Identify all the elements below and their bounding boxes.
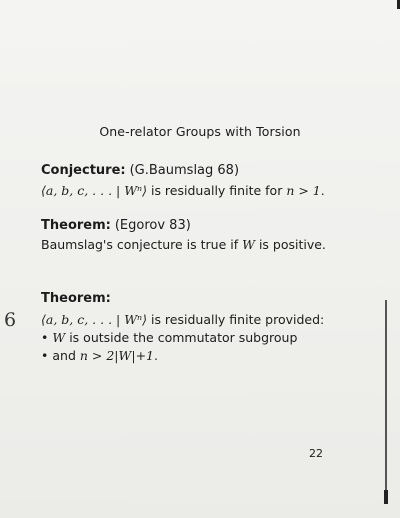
- theorem1-citation: (Egorov 83): [114, 218, 191, 233]
- theorem2-heading: [41, 291, 111, 306]
- handwritten-margin-mark: 6: [4, 309, 17, 331]
- conjecture-label: Conjecture:: [41, 163, 126, 178]
- theorem2-bullet2-math: n > 2|W|+1.: [79, 348, 158, 363]
- theorem2-bullet-2: [41, 348, 158, 363]
- page-number: 22: [309, 447, 323, 460]
- theorem1-label: Theorem:: [41, 218, 111, 233]
- theorem1-text-post: is positive.: [254, 237, 326, 252]
- theorem1-statement: [41, 237, 326, 252]
- conjecture-statement: [41, 183, 325, 198]
- theorem2-presentation: ⟨a, b, c, . . . | Wⁿ⟩: [41, 312, 147, 327]
- conjecture-condition: n > 1.: [286, 183, 325, 198]
- conjecture-citation: (G.Baumslag 68): [129, 163, 240, 178]
- theorem2-bullet1-math: W: [52, 330, 66, 345]
- theorem1-text-pre: Baumslag's conjecture is true if: [41, 237, 243, 252]
- theorem2-bullet2-text: and: [52, 348, 80, 363]
- slide-title: One-relator Groups with Torsion: [99, 124, 301, 139]
- right-edge-foot: [384, 490, 388, 504]
- conjecture-heading: [41, 163, 239, 178]
- conjecture-text: is residually finite for: [147, 183, 287, 198]
- conjecture-presentation: ⟨a, b, c, . . . | Wⁿ⟩: [41, 183, 147, 198]
- bullet-dot-icon: •: [41, 330, 49, 345]
- right-edge-line: [385, 300, 387, 500]
- theorem2-bullet1-text: is outside the commutator subgroup: [65, 330, 298, 345]
- theorem2-bullet-1: [41, 330, 297, 345]
- theorem1-heading: [41, 218, 191, 233]
- bullet-dot-icon: •: [41, 348, 49, 363]
- theorem2-label: Theorem:: [41, 291, 111, 306]
- theorem1-math: W: [242, 237, 255, 252]
- theorem2-text: is residually finite provided:: [147, 312, 325, 327]
- theorem2-statement: [41, 312, 324, 327]
